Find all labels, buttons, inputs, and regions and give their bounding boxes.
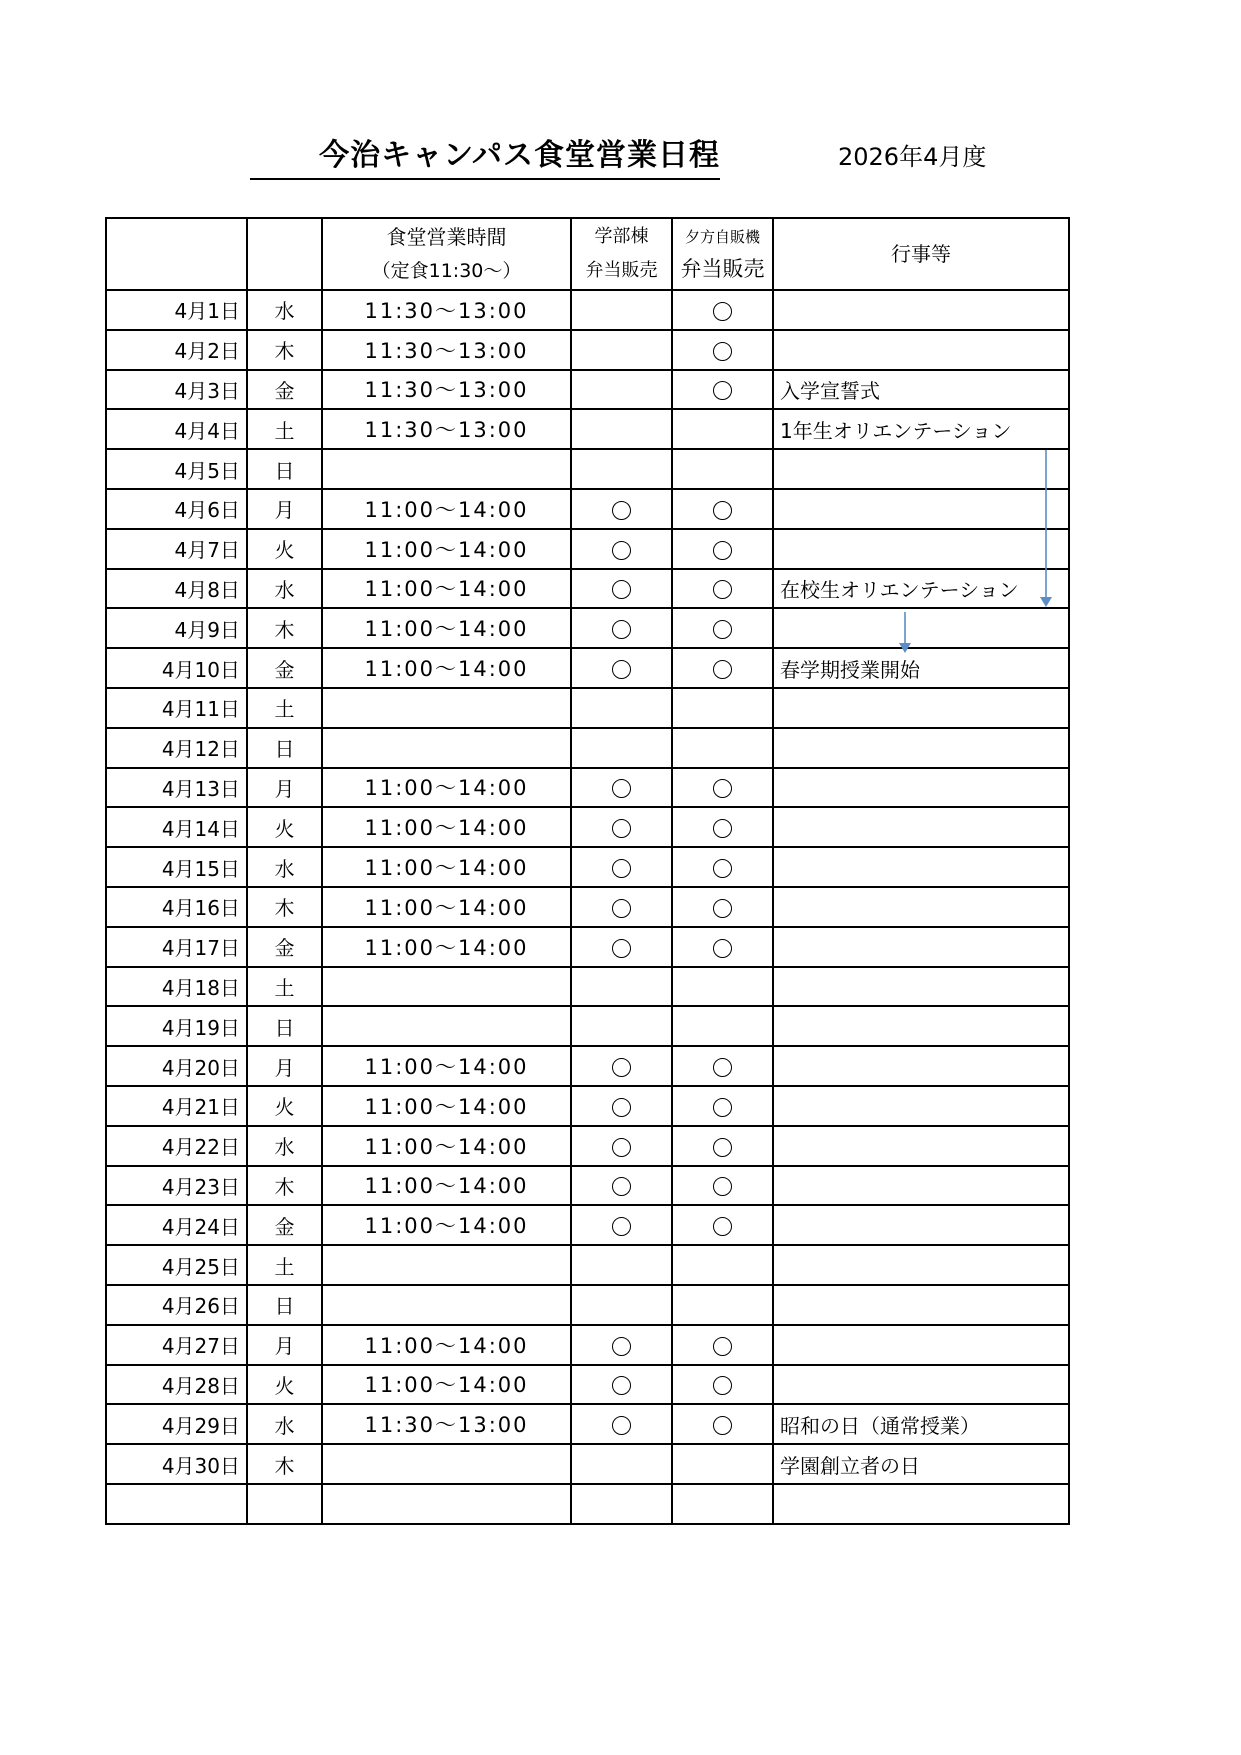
bento-vending-cell bbox=[672, 1285, 773, 1325]
event-cell bbox=[773, 887, 1069, 927]
hours-cell bbox=[322, 967, 571, 1007]
hours-cell: 11:00～14:00 bbox=[322, 768, 571, 808]
date-cell: 4月24日 bbox=[106, 1205, 247, 1245]
event-cell bbox=[773, 1046, 1069, 1086]
bento-vending-cell bbox=[672, 1086, 773, 1126]
bento-faculty-cell bbox=[571, 608, 672, 648]
available-circle-icon bbox=[713, 381, 732, 400]
available-circle-icon bbox=[713, 1098, 732, 1117]
date-cell: 4月23日 bbox=[106, 1166, 247, 1206]
weekday-cell: 土 bbox=[247, 688, 322, 728]
bento-vending-cell bbox=[672, 1006, 773, 1046]
event-cell: 学園創立者の日 bbox=[773, 1444, 1069, 1484]
hours-cell: 11:00～14:00 bbox=[322, 1166, 571, 1206]
bento-vending-cell bbox=[672, 370, 773, 410]
bento-vending-cell bbox=[672, 728, 773, 768]
table-row bbox=[106, 290, 1069, 330]
weekday-cell: 月 bbox=[247, 1046, 322, 1086]
event-cell bbox=[773, 1126, 1069, 1166]
event-cell bbox=[773, 529, 1069, 569]
date-cell: 4月28日 bbox=[106, 1365, 247, 1405]
bento-faculty-cell bbox=[571, 1166, 672, 1206]
header-bento-faculty-line1: 学部棟 bbox=[594, 226, 649, 247]
bento-vending-cell bbox=[672, 1245, 773, 1285]
date-cell: 4月30日 bbox=[106, 1444, 247, 1484]
hours-cell: 11:00～14:00 bbox=[322, 1126, 571, 1166]
date-cell: 4月16日 bbox=[106, 887, 247, 927]
available-circle-icon bbox=[713, 620, 732, 639]
weekday-cell: 日 bbox=[247, 449, 322, 489]
bento-vending-cell bbox=[672, 608, 773, 648]
table-row bbox=[106, 1484, 1069, 1524]
event-cell bbox=[773, 1325, 1069, 1365]
bento-vending-cell bbox=[672, 648, 773, 688]
date-cell: 4月14日 bbox=[106, 807, 247, 847]
table-row bbox=[106, 927, 1069, 967]
bento-faculty-cell bbox=[571, 489, 672, 529]
weekday-cell: 日 bbox=[247, 1285, 322, 1325]
weekday-cell: 日 bbox=[247, 1006, 322, 1046]
bento-vending-cell bbox=[672, 529, 773, 569]
hours-cell: 11:30～13:00 bbox=[322, 330, 571, 370]
date-cell: 4月18日 bbox=[106, 967, 247, 1007]
available-circle-icon bbox=[713, 899, 732, 918]
hours-cell bbox=[322, 449, 571, 489]
hours-cell: 11:30～13:00 bbox=[322, 290, 571, 330]
table-header-row bbox=[106, 218, 1069, 290]
available-circle-icon bbox=[713, 660, 732, 679]
bento-faculty-cell bbox=[571, 768, 672, 808]
table-row bbox=[106, 1285, 1069, 1325]
table-row bbox=[106, 1325, 1069, 1365]
weekday-cell: 火 bbox=[247, 529, 322, 569]
available-circle-icon bbox=[612, 1416, 631, 1435]
header-events: 行事等 bbox=[773, 218, 1069, 290]
hours-cell: 11:30～13:00 bbox=[322, 370, 571, 410]
weekday-cell: 月 bbox=[247, 1325, 322, 1365]
bento-vending-cell bbox=[672, 768, 773, 808]
weekday-cell: 月 bbox=[247, 768, 322, 808]
available-circle-icon bbox=[713, 819, 732, 838]
hours-cell: 11:00～14:00 bbox=[322, 1086, 571, 1126]
table-row bbox=[106, 1126, 1069, 1166]
date-cell: 4月20日 bbox=[106, 1046, 247, 1086]
event-cell bbox=[773, 1205, 1069, 1245]
header-hours-line2: （定食11:30～） bbox=[371, 260, 522, 282]
weekday-cell: 土 bbox=[247, 409, 322, 449]
table-row bbox=[106, 489, 1069, 529]
table-row bbox=[106, 847, 1069, 887]
hours-cell bbox=[322, 1245, 571, 1285]
event-cell bbox=[773, 489, 1069, 529]
table-row bbox=[106, 967, 1069, 1007]
table-row bbox=[106, 330, 1069, 370]
table-row bbox=[106, 529, 1069, 569]
available-circle-icon bbox=[713, 302, 732, 321]
available-circle-icon bbox=[713, 1058, 732, 1077]
table-row bbox=[106, 728, 1069, 768]
table-row bbox=[106, 409, 1069, 449]
event-cell: 昭和の日（通常授業） bbox=[773, 1404, 1069, 1444]
hours-cell: 11:00～14:00 bbox=[322, 1365, 571, 1405]
bento-faculty-cell bbox=[571, 847, 672, 887]
header-bento-faculty-line2: 弁当販売 bbox=[585, 260, 658, 281]
hours-cell: 11:30～13:00 bbox=[322, 1404, 571, 1444]
weekday-cell: 水 bbox=[247, 847, 322, 887]
bento-faculty-cell bbox=[571, 1245, 672, 1285]
event-cell bbox=[773, 1166, 1069, 1206]
available-circle-icon bbox=[713, 1376, 732, 1395]
weekday-cell: 月 bbox=[247, 489, 322, 529]
hours-cell: 11:00～14:00 bbox=[322, 1205, 571, 1245]
available-circle-icon bbox=[713, 1217, 732, 1236]
bento-vending-cell bbox=[672, 569, 773, 609]
available-circle-icon bbox=[612, 1217, 631, 1236]
weekday-cell: 火 bbox=[247, 1086, 322, 1126]
table-row bbox=[106, 1404, 1069, 1444]
event-cell bbox=[773, 330, 1069, 370]
date-cell: 4月29日 bbox=[106, 1404, 247, 1444]
weekday-cell: 木 bbox=[247, 887, 322, 927]
date-cell: 4月12日 bbox=[106, 728, 247, 768]
available-circle-icon bbox=[713, 859, 732, 878]
hours-cell: 11:00～14:00 bbox=[322, 887, 571, 927]
weekday-cell: 土 bbox=[247, 1245, 322, 1285]
bento-faculty-cell bbox=[571, 728, 672, 768]
available-circle-icon bbox=[612, 1058, 631, 1077]
header-hours-line1: 食堂営業時間 bbox=[386, 225, 507, 249]
event-cell bbox=[773, 1245, 1069, 1285]
bento-vending-cell bbox=[672, 807, 773, 847]
event-cell bbox=[773, 1086, 1069, 1126]
weekday-cell: 木 bbox=[247, 1444, 322, 1484]
bento-vending-cell bbox=[672, 489, 773, 529]
table-row bbox=[106, 608, 1069, 648]
event-cell bbox=[773, 807, 1069, 847]
table-row bbox=[106, 1166, 1069, 1206]
available-circle-icon bbox=[612, 859, 631, 878]
date-cell: 4月2日 bbox=[106, 330, 247, 370]
weekday-cell bbox=[247, 1484, 322, 1524]
bento-faculty-cell bbox=[571, 927, 672, 967]
bento-vending-cell bbox=[672, 1046, 773, 1086]
bento-faculty-cell bbox=[571, 1285, 672, 1325]
bento-faculty-cell bbox=[571, 330, 672, 370]
bento-faculty-cell bbox=[571, 648, 672, 688]
table-row bbox=[106, 1444, 1069, 1484]
date-cell: 4月17日 bbox=[106, 927, 247, 967]
event-cell bbox=[773, 1365, 1069, 1405]
bento-faculty-cell bbox=[571, 409, 672, 449]
weekday-cell: 金 bbox=[247, 1205, 322, 1245]
bento-faculty-cell bbox=[571, 1325, 672, 1365]
available-circle-icon bbox=[713, 541, 732, 560]
weekday-cell: 火 bbox=[247, 807, 322, 847]
bento-vending-cell bbox=[672, 1205, 773, 1245]
table-row bbox=[106, 449, 1069, 489]
available-circle-icon bbox=[713, 1416, 732, 1435]
table-row bbox=[106, 1006, 1069, 1046]
bento-faculty-cell bbox=[571, 1444, 672, 1484]
schedule-body bbox=[106, 290, 1069, 1524]
date-cell: 4月13日 bbox=[106, 768, 247, 808]
bento-faculty-cell bbox=[571, 1205, 672, 1245]
date-cell: 4月1日 bbox=[106, 290, 247, 330]
header-date bbox=[106, 218, 247, 290]
available-circle-icon bbox=[612, 819, 631, 838]
hours-cell: 11:00～14:00 bbox=[322, 927, 571, 967]
bento-vending-cell bbox=[672, 449, 773, 489]
date-cell: 4月15日 bbox=[106, 847, 247, 887]
weekday-cell: 木 bbox=[247, 330, 322, 370]
available-circle-icon bbox=[713, 342, 732, 361]
hours-cell: 11:00～14:00 bbox=[322, 1325, 571, 1365]
event-cell: 入学宣誓式 bbox=[773, 370, 1069, 410]
event-cell bbox=[773, 1484, 1069, 1524]
bento-faculty-cell bbox=[571, 1006, 672, 1046]
hours-cell: 11:30～13:00 bbox=[322, 409, 571, 449]
bento-vending-cell bbox=[672, 1444, 773, 1484]
bento-faculty-cell bbox=[571, 1365, 672, 1405]
header-dow bbox=[247, 218, 322, 290]
available-circle-icon bbox=[713, 1177, 732, 1196]
event-cell bbox=[773, 967, 1069, 1007]
hours-cell: 11:00～14:00 bbox=[322, 569, 571, 609]
date-cell: 4月19日 bbox=[106, 1006, 247, 1046]
header-bento-vending bbox=[672, 218, 773, 290]
bento-faculty-cell bbox=[571, 1484, 672, 1524]
date-cell: 4月21日 bbox=[106, 1086, 247, 1126]
schedule-table bbox=[105, 217, 1070, 1525]
header-bento-vending-line2: 弁当販売 bbox=[680, 257, 765, 281]
table-row bbox=[106, 569, 1069, 609]
bento-vending-cell bbox=[672, 330, 773, 370]
available-circle-icon bbox=[612, 779, 631, 798]
event-cell: 春学期授業開始 bbox=[773, 648, 1069, 688]
weekday-cell: 土 bbox=[247, 967, 322, 1007]
bento-vending-cell bbox=[672, 1325, 773, 1365]
weekday-cell: 金 bbox=[247, 927, 322, 967]
bento-vending-cell bbox=[672, 847, 773, 887]
weekday-cell: 金 bbox=[247, 648, 322, 688]
available-circle-icon bbox=[612, 899, 631, 918]
available-circle-icon bbox=[612, 1138, 631, 1157]
header-bento-faculty bbox=[571, 218, 672, 290]
table-row bbox=[106, 1245, 1069, 1285]
event-cell: 1年生オリエンテーション bbox=[773, 409, 1069, 449]
table-row bbox=[106, 807, 1069, 847]
available-circle-icon bbox=[612, 1376, 631, 1395]
available-circle-icon bbox=[713, 501, 732, 520]
bento-faculty-cell bbox=[571, 529, 672, 569]
bento-faculty-cell bbox=[571, 1046, 672, 1086]
date-cell: 4月10日 bbox=[106, 648, 247, 688]
available-circle-icon bbox=[612, 1337, 631, 1356]
event-cell bbox=[773, 608, 1069, 648]
bento-faculty-cell bbox=[571, 290, 672, 330]
table-row bbox=[106, 768, 1069, 808]
bento-vending-cell bbox=[672, 1126, 773, 1166]
available-circle-icon bbox=[612, 660, 631, 679]
available-circle-icon bbox=[612, 1177, 631, 1196]
date-cell: 4月5日 bbox=[106, 449, 247, 489]
hours-cell: 11:00～14:00 bbox=[322, 608, 571, 648]
event-cell bbox=[773, 927, 1069, 967]
bento-faculty-cell bbox=[571, 967, 672, 1007]
hours-cell: 11:00～14:00 bbox=[322, 1046, 571, 1086]
date-cell: 4月27日 bbox=[106, 1325, 247, 1365]
bento-vending-cell bbox=[672, 688, 773, 728]
date-cell: 4月22日 bbox=[106, 1126, 247, 1166]
hours-cell: 11:00～14:00 bbox=[322, 847, 571, 887]
hours-cell: 11:00～14:00 bbox=[322, 529, 571, 569]
bento-faculty-cell bbox=[571, 1126, 672, 1166]
date-cell bbox=[106, 1484, 247, 1524]
bento-vending-cell bbox=[672, 1166, 773, 1206]
date-cell: 4月7日 bbox=[106, 529, 247, 569]
bento-vending-cell bbox=[672, 887, 773, 927]
weekday-cell: 水 bbox=[247, 290, 322, 330]
date-cell: 4月6日 bbox=[106, 489, 247, 529]
bento-faculty-cell bbox=[571, 449, 672, 489]
table-row bbox=[106, 370, 1069, 410]
available-circle-icon bbox=[713, 580, 732, 599]
weekday-cell: 木 bbox=[247, 1166, 322, 1206]
available-circle-icon bbox=[713, 779, 732, 798]
bento-vending-cell bbox=[672, 290, 773, 330]
weekday-cell: 金 bbox=[247, 370, 322, 410]
hours-cell bbox=[322, 1285, 571, 1325]
month-label: 2026年4月度 bbox=[838, 143, 987, 171]
date-cell: 4月8日 bbox=[106, 569, 247, 609]
bento-faculty-cell bbox=[571, 1086, 672, 1126]
available-circle-icon bbox=[612, 1098, 631, 1117]
page-title: 今治キャンパス食堂営業日程 bbox=[250, 136, 720, 180]
table-row bbox=[106, 887, 1069, 927]
available-circle-icon bbox=[612, 620, 631, 639]
bento-vending-cell bbox=[672, 1404, 773, 1444]
hours-cell: 11:00～14:00 bbox=[322, 648, 571, 688]
date-cell: 4月3日 bbox=[106, 370, 247, 410]
event-cell bbox=[773, 1006, 1069, 1046]
date-cell: 4月25日 bbox=[106, 1245, 247, 1285]
available-circle-icon bbox=[612, 501, 631, 520]
weekday-cell: 水 bbox=[247, 569, 322, 609]
bento-faculty-cell bbox=[571, 887, 672, 927]
event-cell bbox=[773, 1285, 1069, 1325]
event-cell bbox=[773, 847, 1069, 887]
available-circle-icon bbox=[713, 1138, 732, 1157]
table-row bbox=[106, 648, 1069, 688]
weekday-cell: 水 bbox=[247, 1126, 322, 1166]
available-circle-icon bbox=[612, 939, 631, 958]
bento-vending-cell bbox=[672, 967, 773, 1007]
date-cell: 4月11日 bbox=[106, 688, 247, 728]
available-circle-icon bbox=[713, 1337, 732, 1356]
bento-faculty-cell bbox=[571, 807, 672, 847]
table-row bbox=[106, 688, 1069, 728]
bento-faculty-cell bbox=[571, 370, 672, 410]
available-circle-icon bbox=[612, 580, 631, 599]
event-cell bbox=[773, 290, 1069, 330]
date-cell: 4月9日 bbox=[106, 608, 247, 648]
hours-cell bbox=[322, 1006, 571, 1046]
bento-vending-cell bbox=[672, 409, 773, 449]
header-bento-vending-line1: 夕方自販機 bbox=[684, 228, 760, 246]
hours-cell: 11:00～14:00 bbox=[322, 489, 571, 529]
event-cell bbox=[773, 728, 1069, 768]
event-cell bbox=[773, 768, 1069, 808]
hours-cell bbox=[322, 1484, 571, 1524]
bento-vending-cell bbox=[672, 1365, 773, 1405]
hours-cell: 11:00～14:00 bbox=[322, 807, 571, 847]
table-row bbox=[106, 1205, 1069, 1245]
event-cell bbox=[773, 449, 1069, 489]
available-circle-icon bbox=[612, 541, 631, 560]
table-row bbox=[106, 1086, 1069, 1126]
weekday-cell: 日 bbox=[247, 728, 322, 768]
bento-faculty-cell bbox=[571, 1404, 672, 1444]
weekday-cell: 火 bbox=[247, 1365, 322, 1405]
header-hours bbox=[322, 218, 571, 290]
table-row bbox=[106, 1365, 1069, 1405]
hours-cell bbox=[322, 728, 571, 768]
event-cell: 在校生オリエンテーション bbox=[773, 569, 1069, 609]
date-cell: 4月26日 bbox=[106, 1285, 247, 1325]
bento-vending-cell bbox=[672, 927, 773, 967]
table-row bbox=[106, 1046, 1069, 1086]
hours-cell bbox=[322, 688, 571, 728]
date-cell: 4月4日 bbox=[106, 409, 247, 449]
hours-cell bbox=[322, 1444, 571, 1484]
available-circle-icon bbox=[713, 939, 732, 958]
event-cell bbox=[773, 688, 1069, 728]
weekday-cell: 水 bbox=[247, 1404, 322, 1444]
bento-vending-cell bbox=[672, 1484, 773, 1524]
weekday-cell: 木 bbox=[247, 608, 322, 648]
bento-faculty-cell bbox=[571, 569, 672, 609]
bento-faculty-cell bbox=[571, 688, 672, 728]
